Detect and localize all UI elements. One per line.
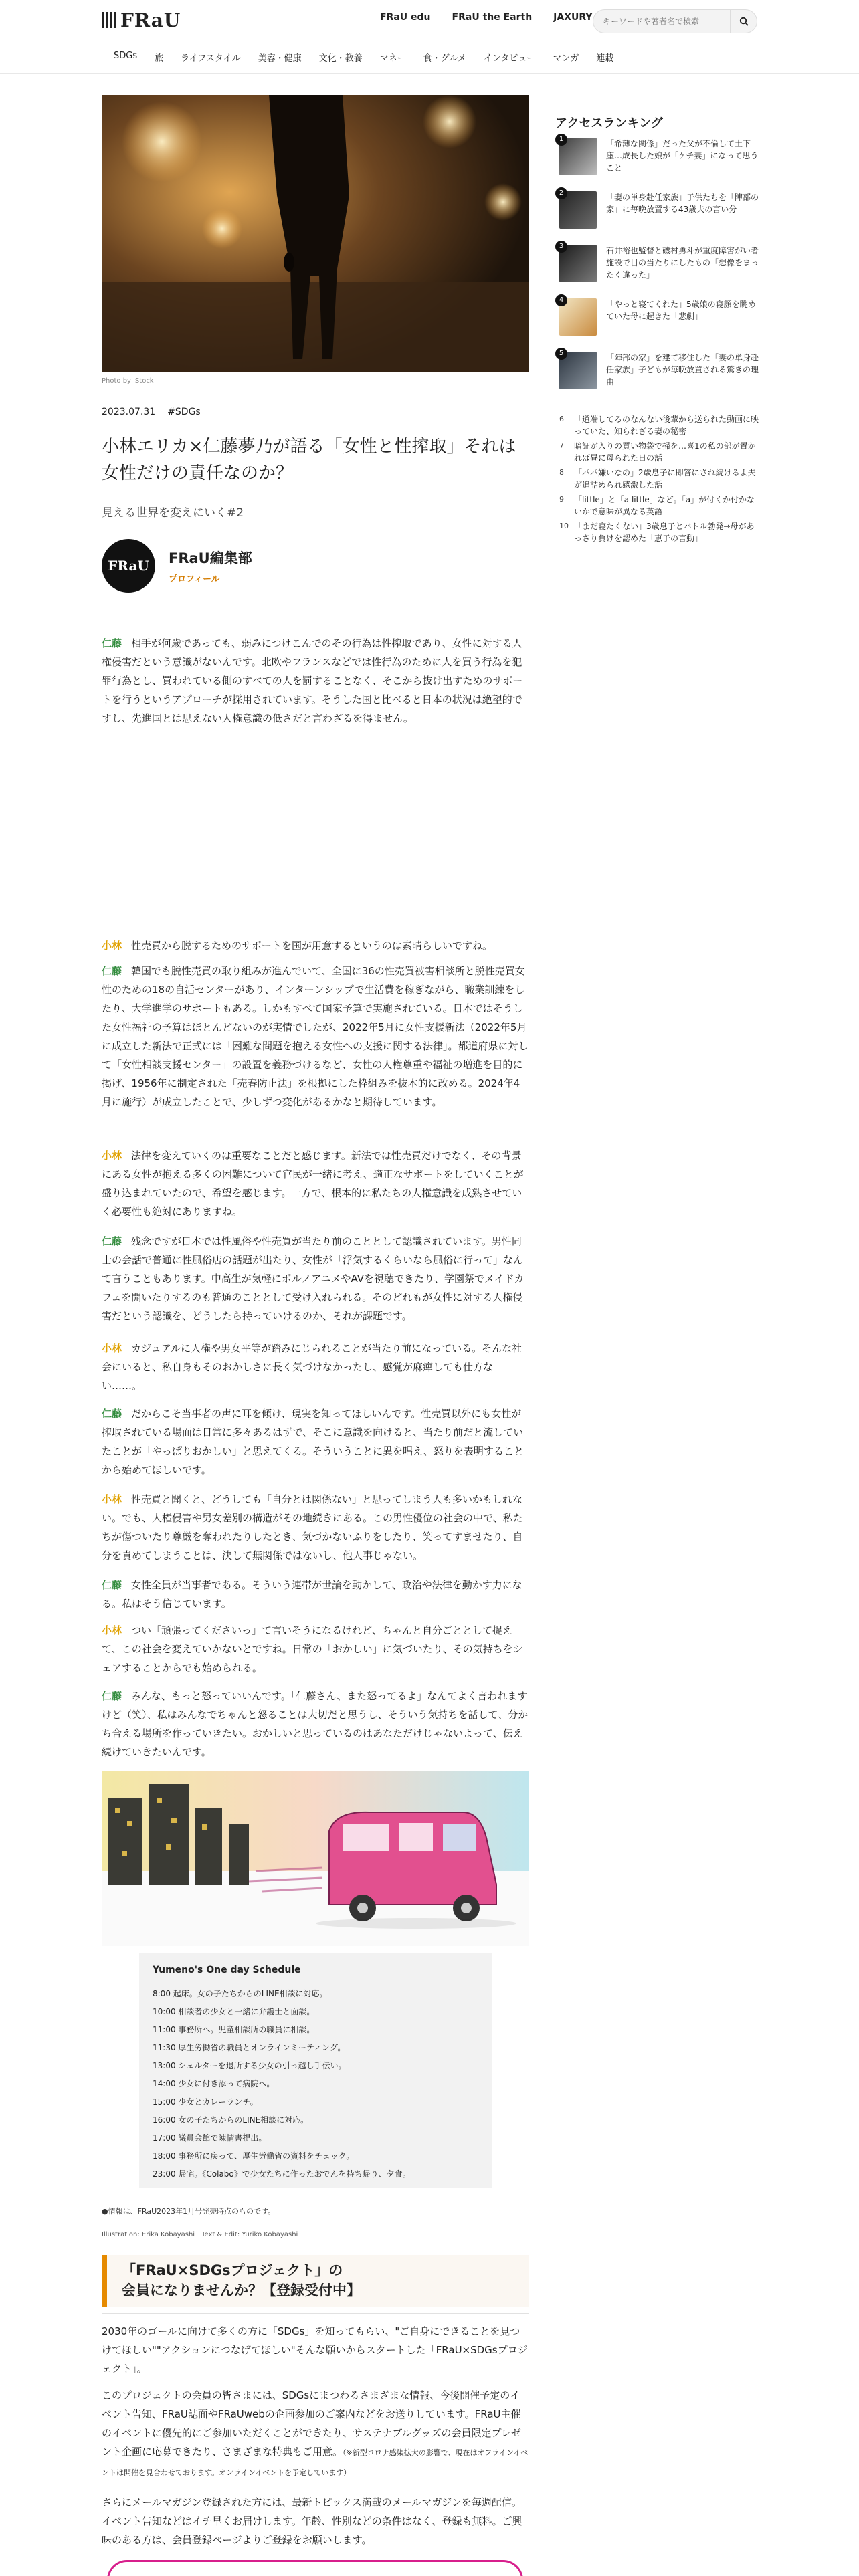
schedule-box (139, 1953, 492, 2188)
ranking-item[interactable] (559, 494, 760, 518)
rank-number: 8 (559, 468, 564, 477)
dialogue-paragraph (102, 1687, 529, 1761)
dialogue-paragraph (102, 962, 529, 1111)
hero-image (102, 95, 529, 372)
ranking-title: アクセスランキング (555, 116, 663, 130)
hero-night-street-photo (102, 95, 529, 372)
speaker-label: 仁藤 (102, 1579, 122, 1591)
schedule-list (153, 1985, 479, 2183)
cat-series[interactable]: 連載 (596, 53, 614, 64)
ranking-item[interactable] (559, 352, 760, 389)
schedule-item: 11:30 厚生労働省の職員とオンラインミーティング。 (153, 2043, 346, 2052)
site-logo[interactable] (102, 8, 181, 32)
schedule-item: 23:00 帰宅。《Colabo》で少女たちに作ったおでんを持ち帰り、夕食。 (153, 2169, 411, 2179)
rank-number: 1 (555, 134, 567, 146)
ranking-text: 「妻の単身赴任家族」子供たちを「陣部の家」に毎晩放置する43歳夫の言い分 (606, 193, 759, 214)
article-date: 2023.07.31 (102, 407, 156, 417)
ranking-thumbnail (559, 245, 597, 282)
logo-bars-icon (102, 12, 116, 28)
cat-travel[interactable]: 旅 (155, 53, 164, 64)
article-tag[interactable]: #SDGs (167, 407, 201, 417)
paragraph-text: 韓国でも脱性売買の取り組みが進んでいて、全国に36の性売買被害相談所と脱性売買女性のための18の自活センターがあり、インターンシップで生活費を稼ぎながら、職業訓練をしたり、大学進学のサポートもある。しかもすべて国家予算で実施されている。日本ではそうした女性福祉の予算はほとんどないのが実情でしたが、2022年5月に女性支援新法（2022年5月に成立した新法で正式には「困難な問題を抱える女性への支援に関する法律」。都道府県に対して「女性相談支援センター」の設置を義務づけるなど、女性の人権尊重や福祉の増進を目的に掲げ、1956年に制定された「売春防止法」を根拠にした枠組みを抜本的に改める。2024年4月に施行）が成立したことで、少しずつ変化があるかなと期待しています。 (102, 965, 529, 1108)
cat-lifestyle[interactable]: ライフスタイル (181, 53, 241, 64)
cat-food[interactable]: 食・グルメ (423, 53, 466, 64)
illustration-bus-image (102, 1771, 529, 1946)
rank-number: 9 (559, 495, 564, 504)
speaker-label: 仁藤 (102, 1235, 122, 1247)
top-nav (380, 12, 593, 23)
schedule-item: 8:00 起床。女の子たちからのLINE相談に対応。 (153, 1989, 328, 1998)
ranking-text: 「希薄な関係」だった父が不倫して土下座…成長した娘が「ケチ妻」になって思うこと (606, 139, 759, 173)
ranking-text: 「まだ寝たくない」3歳息子とバトル勃発→母があっさり負けを認めた「恵子の言動」 (574, 522, 755, 543)
cat-manga[interactable]: マンガ (553, 53, 579, 64)
ranking-text: 暗証が入りの買い物袋で掃を…喜1の私の部が置かれば昼に母られた日の話 (574, 441, 756, 463)
project-paragraph (102, 2386, 529, 2482)
ranking-item[interactable] (559, 467, 760, 491)
credits-note: Illustration: Erika Kobayashi Text & Edit: Yuriko Kobayashi (102, 2231, 298, 2238)
photo-credit: Photo by iStock (102, 377, 154, 385)
speaker-label: 仁藤 (102, 1690, 122, 1702)
project-heading-line1: 「FRaU×SDGsプロジェクト」の (122, 2262, 343, 2278)
cat-interview[interactable]: インタビュー (483, 53, 536, 64)
rank-number: 5 (555, 348, 567, 360)
article-meta (102, 407, 201, 417)
speaker-label: 小林 (102, 1624, 122, 1636)
speaker-label: 小林 (102, 940, 122, 952)
ranking-thumbnail (559, 191, 597, 229)
cat-money[interactable]: マネー (379, 53, 406, 64)
project-paragraph-small: （※新型コロナ感染拡大の影響で、現在はオフラインイベントは開催を見合わせております。オンラインイベントを予定しています） (102, 2448, 529, 2477)
ranking-text: 「やっと寝てくれた」5歳娘の寝顔を眺めていた母に起きた「悲劇」 (606, 300, 756, 321)
schedule-item: 10:00 相談者の少女と一緒に弁護士と面談。 (153, 2007, 315, 2016)
speaker-label: 仁藤 (102, 637, 122, 649)
project-paragraph: 2030年のゴールに向けて多くの方に「SDGs」を知ってもらい、"ご自身にできることを見つけてほしい""アクションにつなげてほしい"そんな願いからスタートした「FRaU×SDGsプロジェクト」。 (102, 2325, 528, 2375)
dialogue-paragraph (102, 936, 529, 955)
article-subtitle: 見える世界を変えにいく#2 (102, 506, 244, 520)
ranking-text: 「陣部の家」を建て移住した「妻の単身赴任家族」子どもが毎晩放置される驚きの理由 (606, 353, 759, 387)
ranking-item[interactable] (559, 191, 760, 229)
cat-beauty-health[interactable]: 美容・健康 (258, 53, 302, 64)
speaker-label: 仁藤 (102, 1408, 122, 1420)
ranking-text: 「little」と「a little」など。「a」が付くか付かないかで意味が異なる英語 (574, 495, 755, 516)
rank-number: 2 (555, 187, 567, 199)
dialogue-paragraph (102, 1404, 529, 1479)
ranking-text: 「道端してるのなんない後輩から送られた動画に映っていた、知られざる妻の秘密 (574, 415, 759, 436)
paragraph-text: 性売買と聞くと、どうしても「自分とは関係ない」と思ってしまう人も多いかもしれない。でも、人権侵害や男女差別の構造がその地続きにある。この男性優位の社会の中で、私たちが傷ついたり尊厳を奪われたりしたとき、気づかないふりをしたり、笑ってすませたり、自分を責めてしまうことは、決して無関係ではないし、他人事じゃない。 (102, 1493, 523, 1562)
paragraph-text: 法律を変えていくのは重要なことだと感じます。新法では性売買だけでなく、その背景にある女性が抱える多くの困難について官民が一緒に考え、適正なサポートをしていくことが盛り込まれていたので、希望を感じます。一方で、根本的に私たちの人権意識を成熟させていく必要性も絶対にありますね。 (102, 1150, 524, 1218)
dialogue-paragraph (102, 1232, 529, 1325)
site-header (0, 0, 859, 74)
ranking-text: 石井裕也監督と磯村勇斗が重度障害がい者施設で目の当たりにしたもの「想像をまったく違った」 (606, 246, 759, 280)
paragraph-text: だからこそ当事者の声に耳を傾け、現実を知ってほしいんです。性売買以外にも女性が搾取されている場面は日常に多々あるはずで、そこに意識を向けると、当たり前だと流していたことが「やっぱりおかしい」と思えてくる。そういうことに異を唱え、怒りを表明することから始めてほしいです。 (102, 1408, 524, 1476)
schedule-item: 15:00 少女とカレーランチ。 (153, 2097, 258, 2107)
schedule-item: 13:00 シェルターを退所する少女の引っ越し手伝い。 (153, 2061, 347, 2070)
cat-culture[interactable]: 文化・教養 (318, 53, 363, 64)
schedule-title: Yumeno's One day Schedule (153, 1965, 301, 1975)
ranking-thumbnail (559, 298, 597, 336)
author-avatar[interactable]: FRaU (102, 539, 155, 593)
dialogue-paragraph (102, 1339, 529, 1395)
dialogue-paragraph (102, 1490, 529, 1565)
project-paragraph-text: このプロジェクトの会員の皆さまには、SDGsにまつわるさまざまな情報、今後開催予定のイベント告知、FRaU誌面やFRaUwebの企画参加のご案内などをお送りしています。FRaU主催のイベントに優先的にご参加いただくことができたり、サステナブルグッズの会員限定プレゼント企画に応募できたり、さまざまな特典もご用意。 (102, 2389, 521, 2458)
rank-number: 10 (559, 522, 569, 530)
schedule-item: 16:00 女の子たちからのLINE相談に対応。 (153, 2115, 309, 2125)
category-nav (114, 51, 613, 64)
speaker-label: 小林 (102, 1342, 122, 1354)
logo-text: FRaU (120, 9, 181, 31)
ranking-item[interactable] (559, 520, 760, 544)
author-name[interactable]: FRaU編集部 (169, 550, 252, 566)
info-note: ●情報は、FRaU2023年1月号発売時点のものです。 (102, 2207, 276, 2216)
search-icon (739, 17, 749, 26)
project-paragraph: さらにメールマガジン登録された方には、最新トピックス満載のメールマガジンを毎週配信。イベント告知などはイチ早くお届けします。年齢、性別などの条件はなく、登録も無料。ご興味のある方は、会員登録ページよりご登録をお願いします。 (102, 2496, 522, 2546)
project-heading (102, 2255, 529, 2307)
paragraph-text: 相手が何歳であっても、弱みにつけこんでのその行為は性搾取であり、女性に対する人権侵害だという意識がないんです。北欧やフランスなどでは性行為のために人を買う行為を犯罪行為とし、買われている側のすべての人を罰することなく、そこから抜け出すためのサポートを行うというアプローチが採用されています。そうした国と比べると日本の状況は絶望的ですし、先進国とは思えない人権意識の低さだと言わざるを得ません。 (102, 637, 523, 724)
paragraph-text: カジュアルに人権や男女平等が踏みにじられることが当たり前になっている。そんな社会にいると、私自身もそのおかしさに長く気づけなかったし、感覚が麻痺しても仕方ない……。 (102, 1342, 522, 1392)
topnav-frau-earth[interactable]: FRaU the Earth (452, 12, 533, 23)
ranking-item[interactable] (559, 245, 760, 282)
author-block (102, 539, 252, 593)
article-title: 小林エリカ×仁藤夢乃が語る「女性と性搾取」それは女性だけの責任なのか？ (102, 437, 516, 484)
schedule-item: 18:00 事務所に戻って、厚生労働省の資料をチェック。 (153, 2151, 355, 2161)
dialogue-paragraph (102, 1621, 529, 1677)
cat-sdgs[interactable]: SDGs (114, 51, 138, 61)
topnav-frau-edu[interactable]: FRaU edu (380, 12, 431, 23)
schedule-item: 17:00 議員会館で陳情書提出。 (153, 2133, 267, 2143)
search-box (593, 9, 757, 33)
ranking-item[interactable] (559, 138, 760, 175)
rank-number: 7 (559, 441, 564, 450)
divider (102, 2313, 529, 2314)
schedule-item: 11:00 事務所へ。児童相談所の職員に相談。 (153, 2025, 315, 2034)
ranking-item[interactable] (559, 298, 760, 336)
schedule-item: 14:00 少女に付き添って病院へ。 (153, 2079, 275, 2088)
register-button[interactable] (107, 2560, 523, 2576)
ranking-thumbnail (559, 352, 597, 389)
topnav-jaxury[interactable]: JAXURY (553, 12, 593, 23)
dialogue-paragraph (102, 1146, 529, 1221)
ranking-text: 「パパ嫌いなの」2歳息子に即答にされ続けるよ夫が追詰められ感激した話 (574, 468, 756, 490)
search-button[interactable] (730, 10, 757, 33)
rank-number: 4 (555, 294, 567, 306)
author-profile-link[interactable]: プロフィール (169, 574, 220, 584)
illustration-bus (102, 1771, 529, 1946)
paragraph-text: つい「頑張ってくださいっ」て言いそうになるけれど、ちゃんと自分ごととして捉えて、この社会を変えていかないとですね。日常の「おかしい」に気づいたり、その気持ちをシェアすることからでも始められる。 (102, 1624, 523, 1674)
paragraph-text: 性売買から脱するためのサポートを国が用意するというのは素晴らしいですね。 (131, 940, 493, 952)
paragraph-text: みんな、もっと怒っていいんです。「仁藤さん、また怒ってるよ」なんてよく言われますけど（笑）、私はみんなでちゃんと怒ることは大切だと思うし、そういう気持ちを話して、分かち合える場所を作っていきたい。おかしいと思っているのはあなただけじゃないよって、伝え続けていきたいんです。 (102, 1690, 529, 1758)
ranking-item[interactable] (559, 440, 760, 464)
speaker-label: 小林 (102, 1150, 122, 1162)
project-heading-line2: 会員になりませんか？【登録受付中】 (122, 2282, 361, 2298)
paragraph-text: 女性全員が当事者である。そういう連帯が世論を動かして、政治や法律を動かす力になる。私はそう信じています。 (102, 1579, 522, 1610)
dialogue-paragraph (102, 1576, 529, 1613)
speaker-label: 仁藤 (102, 965, 122, 977)
speaker-label: 小林 (102, 1493, 122, 1505)
paragraph-text: 残念ですが日本では性風俗や性売買が当たり前のこととして認識されています。男性同士の会話で普通に性風俗店の話題が出たり、女性が「浮気するくらいなら風俗に行って」なんて言うこともあります。中高生が気軽にポルノアニメやAVを視聴できたり、学園祭でメイドカフェを開いたりするのも普通のこととして受け入れられる。そのどれもが女性に対する人権侵害だという認識を、どうしたら持っていけるのか、それが課題です。 (102, 1235, 524, 1322)
ranking-thumbnail (559, 138, 597, 175)
dialogue-paragraph (102, 634, 529, 728)
rank-number: 3 (555, 241, 567, 253)
search-input[interactable] (593, 17, 730, 26)
ranking-item[interactable] (559, 413, 760, 437)
rank-number: 6 (559, 415, 564, 423)
